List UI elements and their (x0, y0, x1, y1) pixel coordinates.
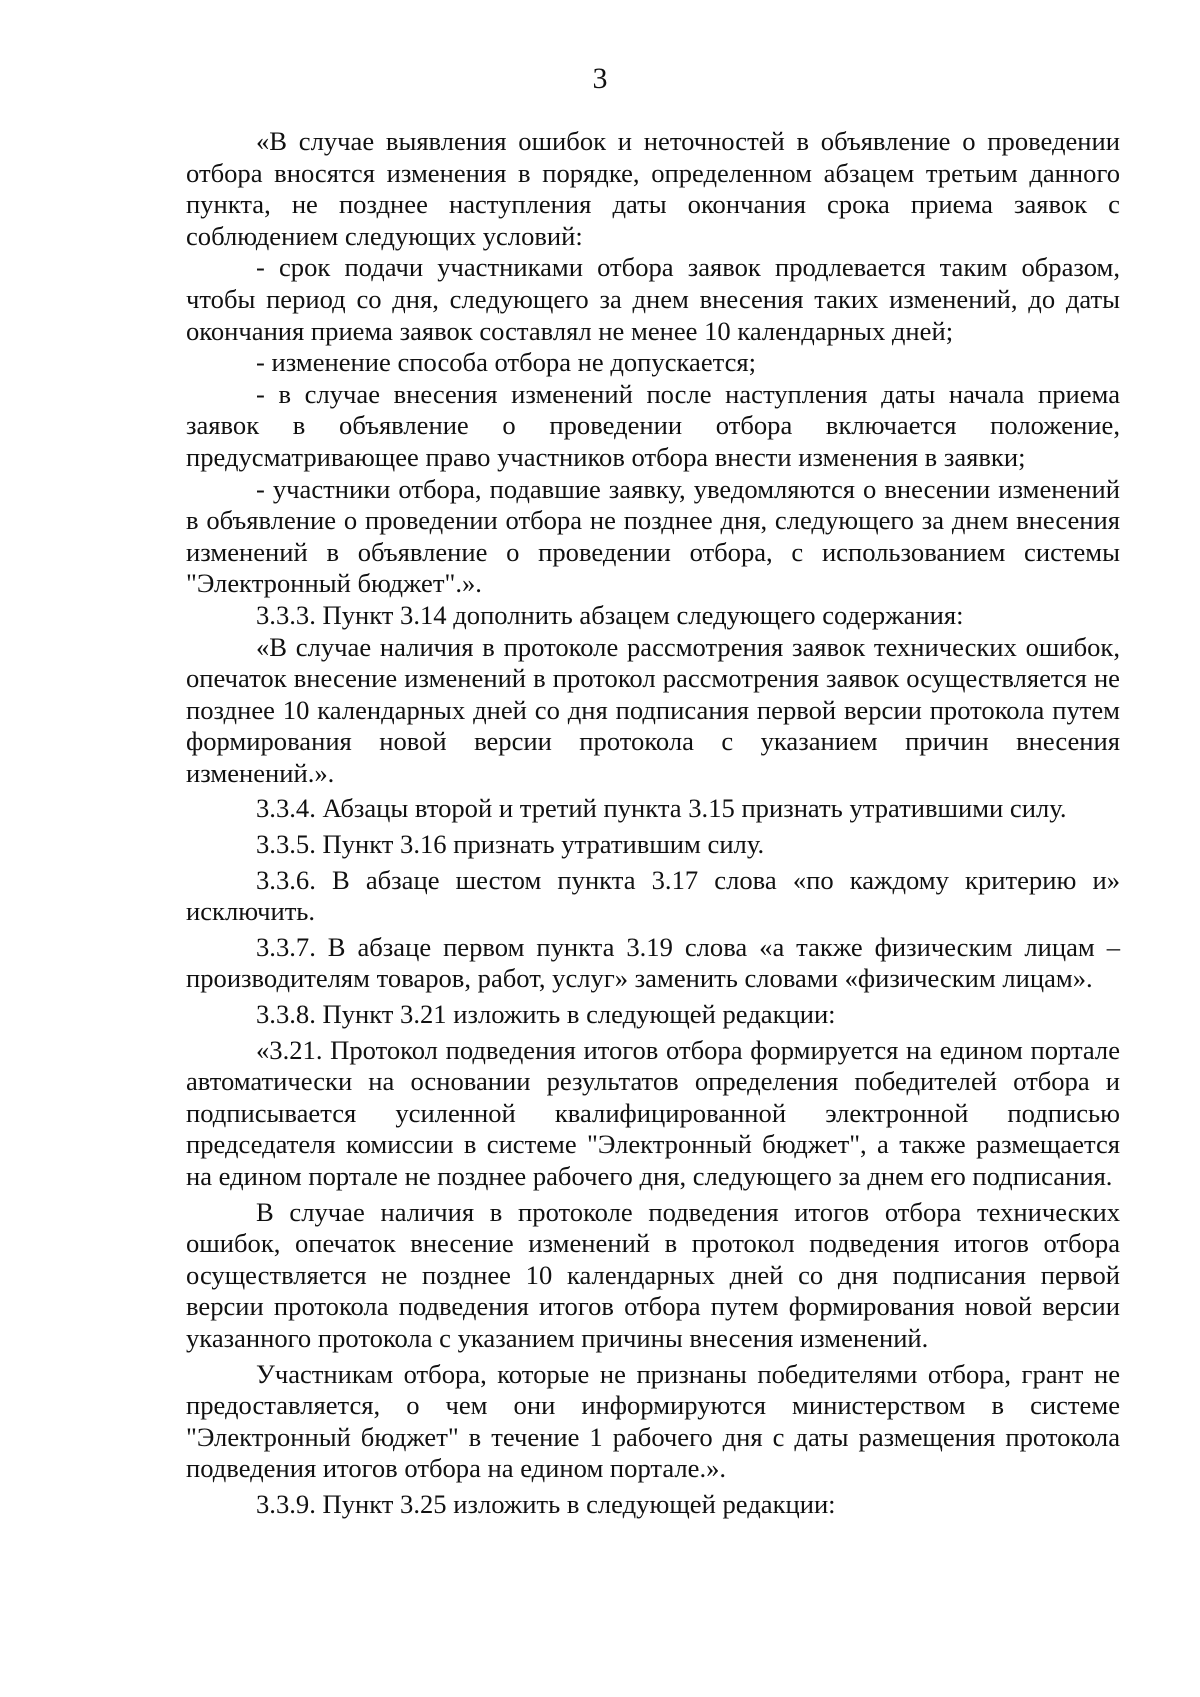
paragraph-3-3-4: 3.3.4. Абзацы второй и третий пункта 3.15 признать утратившими силу. (256, 793, 1067, 824)
paragraph-3-3-6: 3.3.6. В абзаце шестом пункта 3.17 слова «по каждому критерию и» исключить. (186, 864, 1120, 927)
paragraph-condition-method: - изменение способа отбора не допускается; (256, 347, 757, 378)
paragraph-condition-deadline: - срок подачи участниками отбора заявок продлевается таким образом, чтобы период со дня, следующего за днем внесения таких изменений, до даты окончания приема заявок составлял не менее 10 календарных дней; (186, 252, 1120, 346)
paragraph-3-3-9: 3.3.9. Пункт 3.25 изложить в следующей редакции: (256, 1488, 836, 1519)
paragraph-3-3-7: 3.3.7. В абзаце первом пункта 3.19 слова «а также физическим лицам – производителям товаров, работ, услуг» заменить словами «физическим лицам». (186, 931, 1120, 994)
paragraph-3-3-3: 3.3.3. Пункт 3.14 дополнить абзацем следующего содержания: (256, 599, 964, 630)
paragraph-condition-changes: - в случае внесения изменений после наступления даты начала приема заявок в объявление о проведении отбора включается положение, предусматривающее право участников отбора внести изменения в заявки; (186, 378, 1120, 472)
paragraph-3-3-8: 3.3.8. Пункт 3.21 изложить в следующей редакции: (256, 999, 836, 1030)
paragraph-condition-notify: - участники отбора, подавшие заявку, уведомляются о внесении изменений в объявление о проведении отбора не позднее дня, следующего за днем внесения изменений в объявление о проведении отбора, с использованием системы "Электронный бюджет".». (186, 473, 1120, 599)
paragraph-3-3-3-text: «В случае наличия в протоколе рассмотрения заявок технических ошибок, опечаток внесение изменений в протокол рассмотрения заявок осуществляется не позднее 10 календарных дней со дня подписания первой версии протокола путем формирования новой версии протокола с указанием причин внесения изменений.». (186, 631, 1120, 788)
paragraph-3-21-participants: Участникам отбора, которые не признаны победителями отбора, грант не предоставляется, о чем они информируются министерством в системе "Электронный бюджет" в течение 1 рабочего дня с даты размещения протокола подведения итогов отбора на едином портале.». (186, 1358, 1120, 1484)
paragraph-3-21-text: «3.21. Протокол подведения итогов отбора формируется на едином портале автоматически на основании результатов определения победителей отбора и подписывается усиленной квалифицированной электронной подписью председателя комиссии в системе "Электронный бюджет", а также размещается на едином портале не позднее рабочего дня, следующего за днем его подписания. (186, 1034, 1120, 1191)
document-body (186, 126, 1120, 1521)
paragraph-3-21-errors: В случае наличия в протоколе подведения итогов отбора технических ошибок, опечаток внесение изменений в протокол подведения итогов отбора осуществляется не позднее 10 календарных дней со дня подписания первой версии протокола подведения итогов отбора путем формирования новой версии указанного протокола с указанием причины внесения изменений. (186, 1196, 1120, 1353)
page-number: 3 (592, 62, 608, 95)
paragraph-intro: «В случае выявления ошибок и неточностей в объявление о проведении отбора вносятся изменения в порядке, определенном абзацем третьим данного пункта, не позднее наступления даты окончания срока приема заявок с соблюдением следующих условий: (186, 126, 1120, 251)
paragraph-3-3-5: 3.3.5. Пункт 3.16 признать утратившим силу. (256, 829, 765, 860)
